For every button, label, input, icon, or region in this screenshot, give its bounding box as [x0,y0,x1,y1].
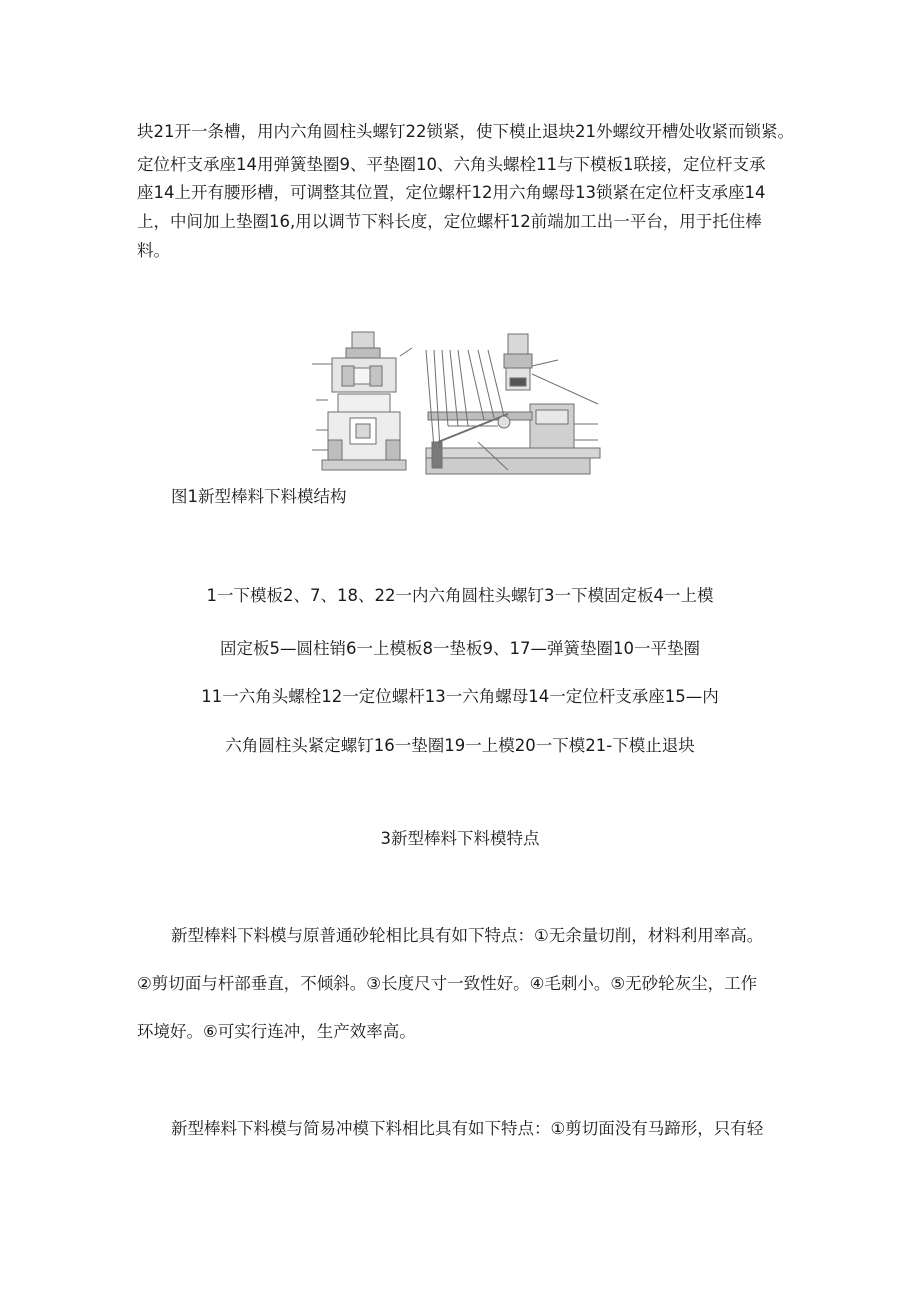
legend-line-4: 六角圆柱头紧定螺钉16一垫圈19一上模20一下模21-下模止退块 [225,736,695,755]
paragraph-1-line-3: 座14上开有腰形槽，可调整其位置，定位螺杆12用六角螺母13锁紧在定位杆支承座14 [137,183,766,202]
die-structure-drawing [308,330,608,478]
section-heading: 3新型棒料下料模特点 [380,829,540,848]
figure-caption: 图1新型棒料下料模结构 [171,487,347,506]
paragraph-1-line-5: 料。 [137,241,170,260]
paragraph-1-line-2: 定位杆支承座14用弹簧垫圈9、平垫圈10、六角头螺栓11与下模板1联接，定位杆支承 [137,155,766,174]
legend-line-2: 固定板5—圆柱销6一上模板8一垫板9、17—弹簧垫圈10一平垫圈 [220,639,700,658]
paragraph-2-line-3: 环境好。⑥可实行连冲，生产效率高。 [137,1022,416,1041]
paragraph-2-line-1: 新型棒料下料模与原普通砂轮相比具有如下特点：①无余量切削，材料利用率高。 [171,926,764,945]
paragraph-2-line-2: ②剪切面与杆部垂直，不倾斜。③长度尺寸一致性好。④毛刺小。⑤无砂轮灰尘，工作 [137,974,758,993]
legend-line-3: 11一六角头螺栓12一定位螺杆13一六角螺母14一定位杆支承座15—内 [201,687,719,706]
paragraph-1-line-1: 块21开一条槽，用内六角圆柱头螺钉22锁紧，使下模止退块21外螺纹开槽处收紧而锁紧。 [137,122,794,141]
paragraph-1-line-4: 上，中间加上垫圈16,用以调节下料长度，定位螺杆12前端加工出一平台，用于托住棒 [137,212,762,231]
figure-1-drawing [308,330,608,478]
paragraph-3-line-1: 新型棒料下料模与简易冲模下料相比具有如下特点：①剪切面没有马蹄形，只有轻 [171,1119,764,1138]
legend-line-1: 1一下模板2、7、18、22一内六角圆柱头螺钉3一下模固定板4一上模 [206,586,714,605]
